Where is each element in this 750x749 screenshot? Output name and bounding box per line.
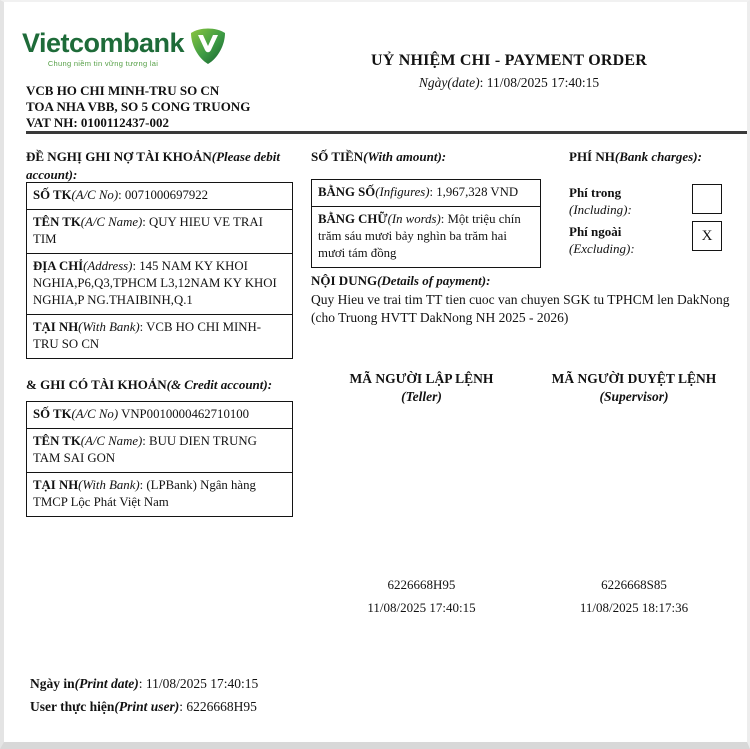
date-value: 11/08/2025 17:40:15 (486, 75, 600, 90)
credit-acc-no-row: SỐ TK(A/C No) VNP0010000462710100 (27, 402, 292, 429)
bank-wordmark: Vietcombank (22, 28, 185, 58)
print-date-value: 11/08/2025 17:40:15 (145, 676, 259, 691)
charges-section-heading: PHÍ NH(Bank charges): (569, 149, 702, 164)
charges-including-label: Phí trong (Including): (569, 185, 632, 217)
debit-acc-no-value: 0071000697922 (124, 188, 209, 202)
supervisor-stamp (534, 573, 734, 619)
debit-bank-value: VCB HO CHI MINH-TRU SO CN (33, 320, 261, 351)
print-date-line: Ngày in(Print date): 11/08/2025 17:40:15 (30, 676, 259, 691)
debit-acc-name-row: TÊN TK(A/C Name): QUY HIEU VE TRAI TIM (27, 210, 292, 254)
amount-table (311, 179, 541, 268)
credit-account-table (26, 401, 293, 517)
details-text: Quy Hieu ve trai tim TT tien cuoc van chuyen SGK tu TPHCM len DakNong (cho Truong HVTT DakNong NH 2025 - 2026) (311, 292, 730, 325)
bank-logo (22, 28, 228, 71)
teller-header: MÃ NGƯỜI LẬP LỆNH (Teller) (349, 371, 494, 404)
document-date: Ngày(date): 11/08/2025 17:40:15 (418, 75, 600, 90)
credit-section-heading: & GHI CÓ TÀI KHOẢN(& Credit account): (26, 377, 273, 392)
supervisor-header: MÃ NGƯỜI DUYỆT LỆNH (Supervisor) (551, 371, 717, 404)
document-header (334, 52, 684, 91)
header-divider (26, 131, 749, 134)
print-info (30, 672, 450, 718)
debit-bank-row: TẠI NH(With Bank): VCB HO CHI MINH-TRU SO CN (33, 320, 261, 351)
print-user-line: User thực hiện(Print user): 6226668H95 (30, 699, 257, 714)
amount-words-value: Một triệu chín trăm sáu mươi bảy nghìn ba trăm hai mươi tám đồng (318, 212, 521, 260)
debit-address-value: 145 NAM KY KHOI NGHIA,P6,Q3,TPHCM L3,12NAM KY KHOI NGHIA,P NG.THAIBINH,Q.1 (33, 259, 277, 307)
vietcombank-logo-icon (188, 26, 228, 71)
credit-bank-value: (LPBank) Ngân hàng TMCP Lộc Phát Việt Nam (33, 478, 256, 509)
charges-excluding-checkbox: X (692, 221, 722, 251)
document-title: UỶ NHIỆM CHI - PAYMENT ORDER (371, 52, 647, 69)
charges-including-checkbox (692, 184, 722, 214)
supervisor-timestamp: 11/08/2025 18:17:36 (579, 600, 689, 615)
debit-acc-no-row: SỐ TK(A/C No): 0071000697922 (27, 183, 292, 210)
details-section-heading: NỘI DUNG(Details of payment): (311, 273, 491, 288)
credit-acc-name-value: BUU DIEN TRUNG TAM SAI GON (33, 434, 257, 465)
debit-address-row: ĐỊA CHỈ(Address): 145 NAM KY KHOI NGHIA,P6,Q3,TPHCM L3,12NAM KY KHOI NGHIA,P NG.THAIBINH,Q.1 (27, 254, 292, 315)
bank-branch-line1: VCB HO CHI MINH-TRU SO CN (26, 83, 220, 98)
amount-section-heading: SỐ TIỀN(With amount): (311, 149, 447, 164)
debit-acc-name-value: QUY HIEU VE TRAI TIM (33, 215, 263, 246)
bank-vat-line: VAT NH: 0100112437-002 (26, 115, 170, 130)
date-label: Ngày(date) (418, 75, 480, 90)
credit-acc-no-value: VNP0010000462710100 (121, 407, 250, 421)
credit-acc-name-row: TÊN TK(A/C Name): BUU DIEN TRUNG TAM SAI GON (27, 429, 292, 473)
print-user-value: 6226668H95 (186, 699, 257, 714)
credit-bank-row: TẠI NH(With Bank): (LPBank) Ngân hàng TMCP Lộc Phát Việt Nam (33, 478, 256, 509)
amount-figures-value: 1,967,328 VND (436, 185, 519, 199)
bank-info (26, 83, 346, 131)
debit-section-heading: ĐỀ NGHỊ GHI NỢ TÀI KHOẢN(Please debit account): (26, 149, 280, 182)
bank-branch-line2: TOA NHA VBB, SO 5 CONG TRUONG (26, 99, 251, 114)
debit-account-table (26, 182, 293, 359)
amount-figures-row: BẰNG SỐ(Infigures): 1,967,328 VND (312, 180, 540, 207)
charges-excluding-label: Phí ngoài (Excluding): (569, 224, 635, 256)
supervisor-code: 6226668S85 (601, 577, 667, 592)
amount-words-row: BẰNG CHỮ(In words): Một triệu chín trăm sáu mươi bảy nghìn ba trăm hai mươi tám đồng (318, 212, 521, 260)
bank-tagline: Chung niềm tin vững tương lai (47, 59, 159, 68)
teller-timestamp: 11/08/2025 17:40:15 (367, 600, 476, 615)
teller-code: 6226668H95 (387, 577, 456, 592)
teller-stamp (329, 573, 514, 619)
